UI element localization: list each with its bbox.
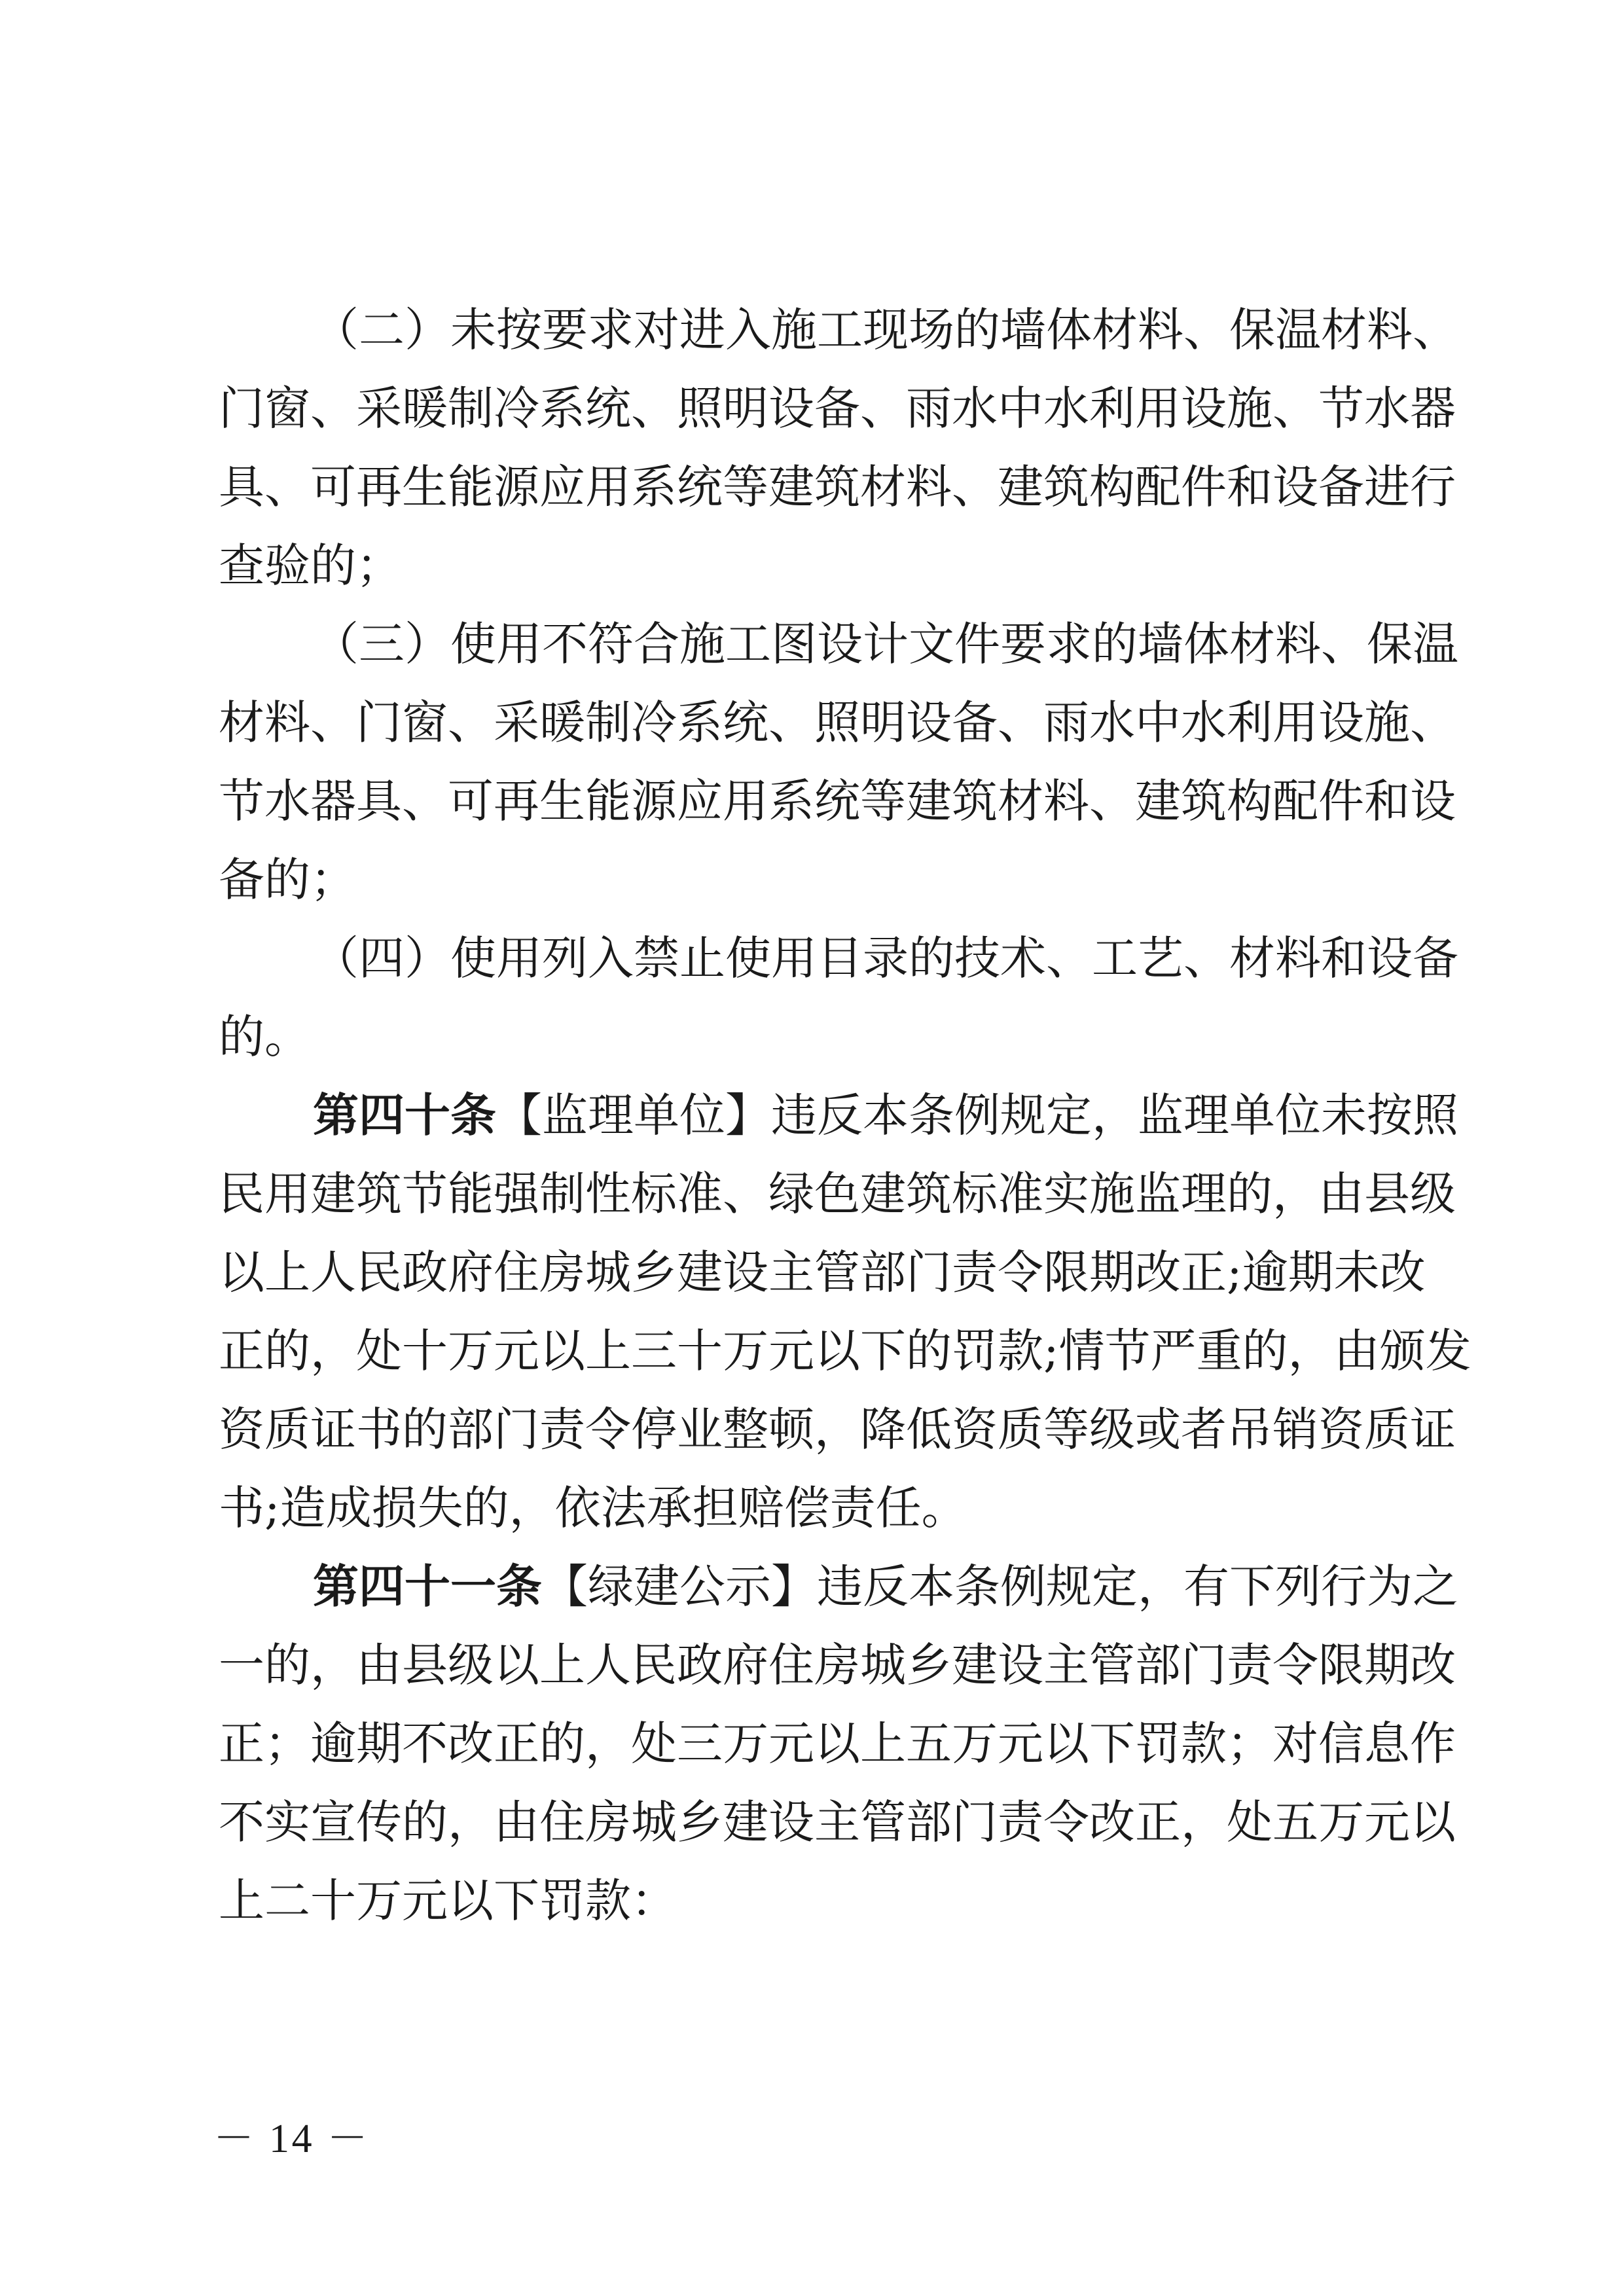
- paragraph-line: （三）使用不符合施工图设计文件要求的墙体材料、保温: [313, 617, 1458, 671]
- article-text: 违反本条例规定，有下列行为之: [817, 1560, 1458, 1613]
- paragraph-line: （二）未按要求对进入施工现场的墙体材料、保温材料、: [313, 303, 1458, 357]
- paragraph-line: （四）使用列入禁止使用目录的技术、工艺、材料和设备: [313, 931, 1458, 985]
- paragraph-line: 一的，由县级以上人民政府住房城乡建设主管部门责令限期改: [219, 1638, 1456, 1692]
- paragraph-line: 查验的；: [219, 539, 402, 592]
- paragraph-line: 正；逾期不改正的，处三万元以上五万元以下罚款；对信息作: [219, 1717, 1456, 1770]
- article-title: 【监理单位】: [496, 1088, 771, 1142]
- article-text: 违反本条例规定，监理单位未按照: [771, 1088, 1458, 1142]
- paragraph-line: 材料、门窗、采暖制冷系统、照明设备、雨水中水利用设施、: [219, 696, 1456, 749]
- article-41-first-line: [313, 1547, 1458, 1626]
- article-number: 第四十条: [313, 1088, 496, 1142]
- article-number: 第四十一条: [313, 1559, 542, 1613]
- paragraph-line: 上二十万元以下罚款：: [219, 1874, 677, 1928]
- paragraph-line: 节水器具、可再生能源应用系统等建筑材料、建筑构配件和设: [219, 774, 1456, 828]
- paragraph-line: 书;造成损失的，依法承担赔偿责任。: [219, 1481, 967, 1535]
- paragraph-line: 具、可再生能源应用系统等建筑材料、建筑构配件和设备进行: [219, 460, 1456, 514]
- paragraph-line: 门窗、采暖制冷系统、照明设备、雨水中水利用设施、节水器: [219, 382, 1456, 435]
- article-title: 【绿建公示】: [542, 1560, 817, 1613]
- paragraph-line: 以上人民政府住房城乡建设主管部门责令限期改正;逾期未改: [219, 1246, 1426, 1299]
- paragraph-line: 正的，处十万元以上三十万元以下的罚款;情节严重的，由颁发: [219, 1324, 1471, 1378]
- paragraph-line: 民用建筑节能强制性标准、绿色建筑标准实施监理的，由县级: [219, 1167, 1456, 1221]
- paragraph-line: 资质证书的部门责令停业整顿，降低资质等级或者吊销资质证: [219, 1403, 1456, 1456]
- page-number: － 14 －: [213, 2117, 370, 2161]
- paragraph-line: 的。: [219, 1010, 310, 1064]
- paragraph-line: 备的；: [219, 853, 356, 906]
- article-40-first-line: [313, 1076, 1458, 1155]
- paragraph-line: 不实宣传的，由住房城乡建设主管部门责令改正，处五万元以: [219, 1795, 1456, 1849]
